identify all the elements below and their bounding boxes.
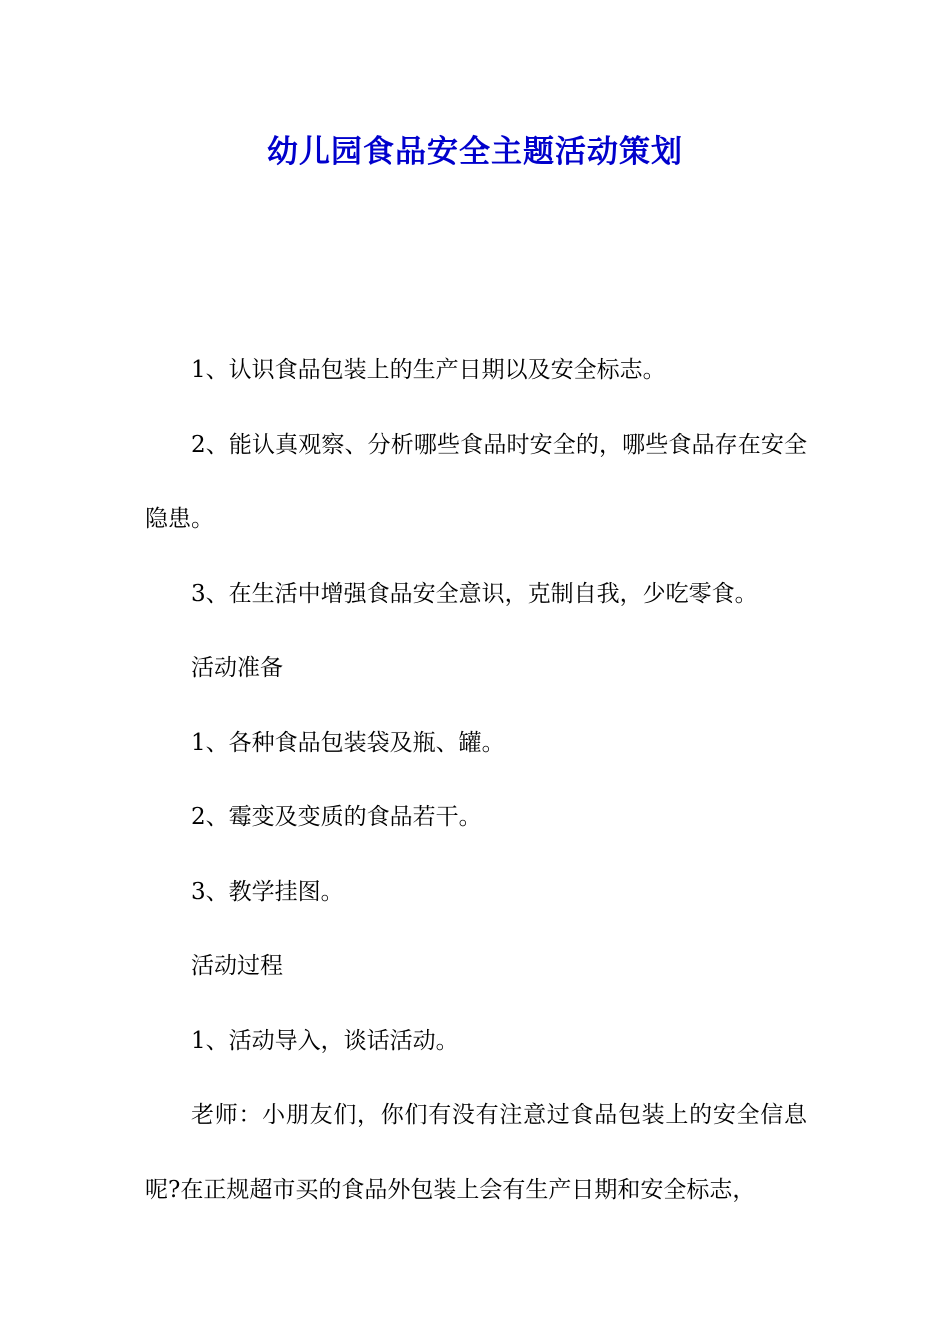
paragraph-prep-3: 3、教学挂图。 [191, 878, 344, 905]
paragraph-process-1: 1、活动导入，谈话活动。 [191, 1027, 459, 1054]
paragraph-prep-1: 1、各种食品包装袋及瓶、罐。 [191, 729, 505, 756]
paragraph-teacher: 老师：小朋友们，你们有没有注意过食品包装上的安全信息呢?在正规超市买的食品外包装上会有生产日期和安全标志， [145, 1102, 807, 1203]
paragraph-goal-3: 3、在生活中增强食品安全意识，克制自我，少吃零食。 [191, 580, 758, 607]
document-body [145, 333, 807, 1227]
heading-process: 活动过程 [191, 953, 283, 979]
paragraph-goal-2: 2、能认真观察、分析哪些食品时安全的，哪些食品存在安全隐患。 [145, 431, 807, 532]
heading-preparation: 活动准备 [191, 655, 283, 681]
document-title: 幼儿园食品安全主题活动策划 [267, 134, 683, 170]
paragraph-goal-1: 1、认识食品包装上的生产日期以及安全标志。 [191, 357, 666, 383]
paragraph-prep-2: 2、霉变及变质的食品若干。 [191, 804, 482, 830]
